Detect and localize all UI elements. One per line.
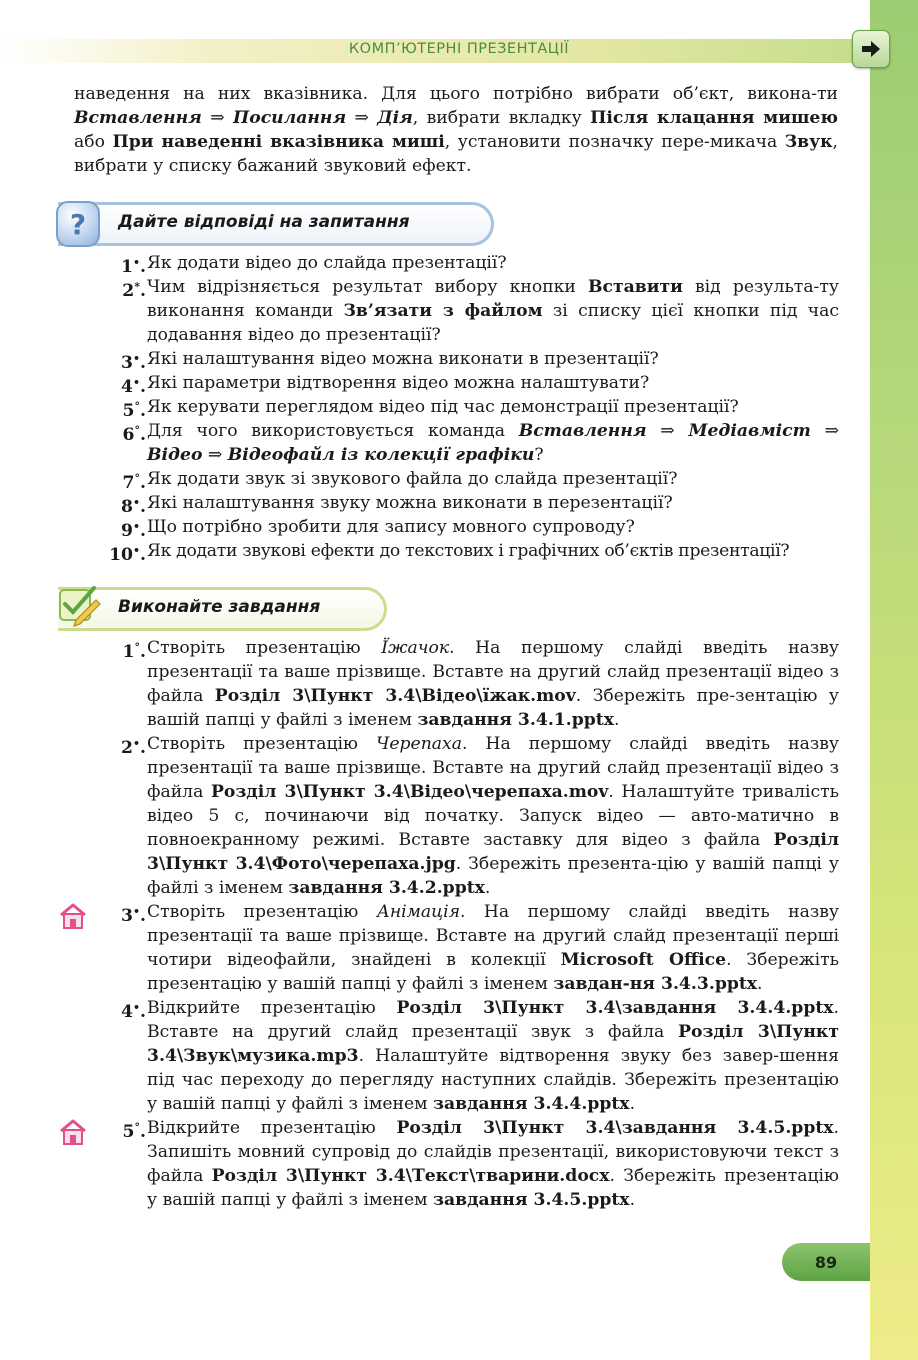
question-item: 1•. Як додати відео до слайда презентації? [121, 253, 507, 277]
task-item: 5°. Відкрийте презентацію Розділ 3\Пункт 3.4\завдання 3.4.5.pptx. Запишіть мовний супровід до слайдів презентації, використовуючи текст з файла Розділ 3\Пункт 3.4\Текст\тварини.docx. Збережіть презентацію у вашій папці у файлі з іменем завдання 3.4.5.pptx. [0, 1116, 918, 1212]
questions-section-heading [58, 202, 494, 246]
question-item: 10•. Як додати звукові ефекти до текстових і графічних об’єктів презентації? [109, 541, 790, 565]
home-icon [58, 902, 88, 930]
question-icon: ? [56, 201, 100, 247]
home-icon [58, 1118, 88, 1146]
running-header: КОМП’ЮТЕРНІ ПРЕЗЕНТАЦІЇ [348, 41, 570, 57]
questions-list [0, 251, 918, 563]
task-item: 2•. Створіть презентацію Черепаха. На першому слайді введіть назву презентації та ваше прізвище. Вставте на другий слайд презентації відео з файла Розділ 3\Пункт 3.4\Відео\черепаха.mov. Налаштуйте тривалість відео 5 с, починаючи від початку. Запуск відео — авто-матично в повноекранному режимі. Вставте заставку для відео з файла Розділ 3\Пункт 3.4\Фото\черепаха.jpg. Збережіть презента-цію у вашій папці у файлі з іменем завдання 3.4.2.pptx. [121, 734, 840, 898]
task-item: 4•. Відкрийте презентацію Розділ 3\Пункт 3.4\завдання 3.4.4.pptx. Вставте на другий слайд презентації звук з файла Розділ 3\Пункт 3.4\Звук\музика.mp3. Налаштуйте відтворення звуку без завер-шення під час переходу до перегляду наступних слайдів. Збережіть презентацію у вашій папці у файлі з іменем завдання 3.4.4.pptx. [121, 998, 839, 1114]
question-item: 7°. Як додати звук зі звукового файла до слайда презентації? [122, 469, 678, 493]
page-number: 89 [814, 1252, 838, 1272]
task-item: 1°. Створіть презентацію Їжачок. На першому слайді введіть назву презентації та ваше прізвище. Вставте на другий слайд презентації відео з файла Розділ 3\Пункт 3.4\Відео\їжак.mov. Збережіть пре-зентацію у вашій папці у файлі з іменем завдання 3.4.1.pptx. [122, 638, 840, 730]
question-item: 3•. Які налаштування відео можна виконати в презентації? [121, 349, 659, 373]
next-page-button[interactable] [852, 30, 890, 68]
intro-paragraph: наведення на них вказівника. Для цього потрібно вибрати об’єкт, викона-ти Вставлення ⇒ Посилання ⇒ Дія, вибрати вкладку Після клацання мишею або При наведенні вказівника миші, установити позначку пере-микача Звук, вибрати у списку бажаний звуковий ефект. [74, 84, 839, 176]
tasks-section-heading [58, 587, 387, 631]
question-item: 9•. Що потрібно зробити для запису мовного супроводу? [121, 517, 635, 541]
arrow-right-icon [860, 39, 882, 59]
question-item: 8•. Які налаштування звуку можна виконати в перезентації? [121, 493, 673, 517]
question-item: 5°. Як керувати переглядом відео під час демонстрації презентації? [122, 397, 739, 421]
question-item: 2*. Чим відрізняється результат вибору кнопки Вставити від результа-ту виконання команди Зв’язати з файлом зі списку цієї кнопки під час додавання відео до презентації? [122, 277, 839, 345]
questions-section-title: Дайте відповіді на запитання [118, 212, 410, 232]
page-number-badge [782, 1243, 870, 1281]
question-item: 4•. Які параметри відтворення відео можна налаштувати? [121, 373, 650, 397]
question-item: 6°. Для чого використовується команда Вставлення ⇒ Медіавміст ⇒ Відео ⇒ Відеофайл із колекції графіки? [122, 421, 839, 465]
task-item: 3•. Створіть презентацію Анімація. На першому слайді введіть назву презентації та ваше прізвище. Вставте на другий слайд презентації перші чотири відеофайли, знайдені в колекції Microsoft Office. Збережіть презентацію у вашій папці у файлі з іменем завдан-ня 3.4.3.pptx. [0, 900, 918, 996]
checklist-pencil-icon [56, 582, 102, 628]
tasks-list [0, 636, 918, 1212]
tasks-section-title: Виконайте завдання [118, 597, 321, 617]
